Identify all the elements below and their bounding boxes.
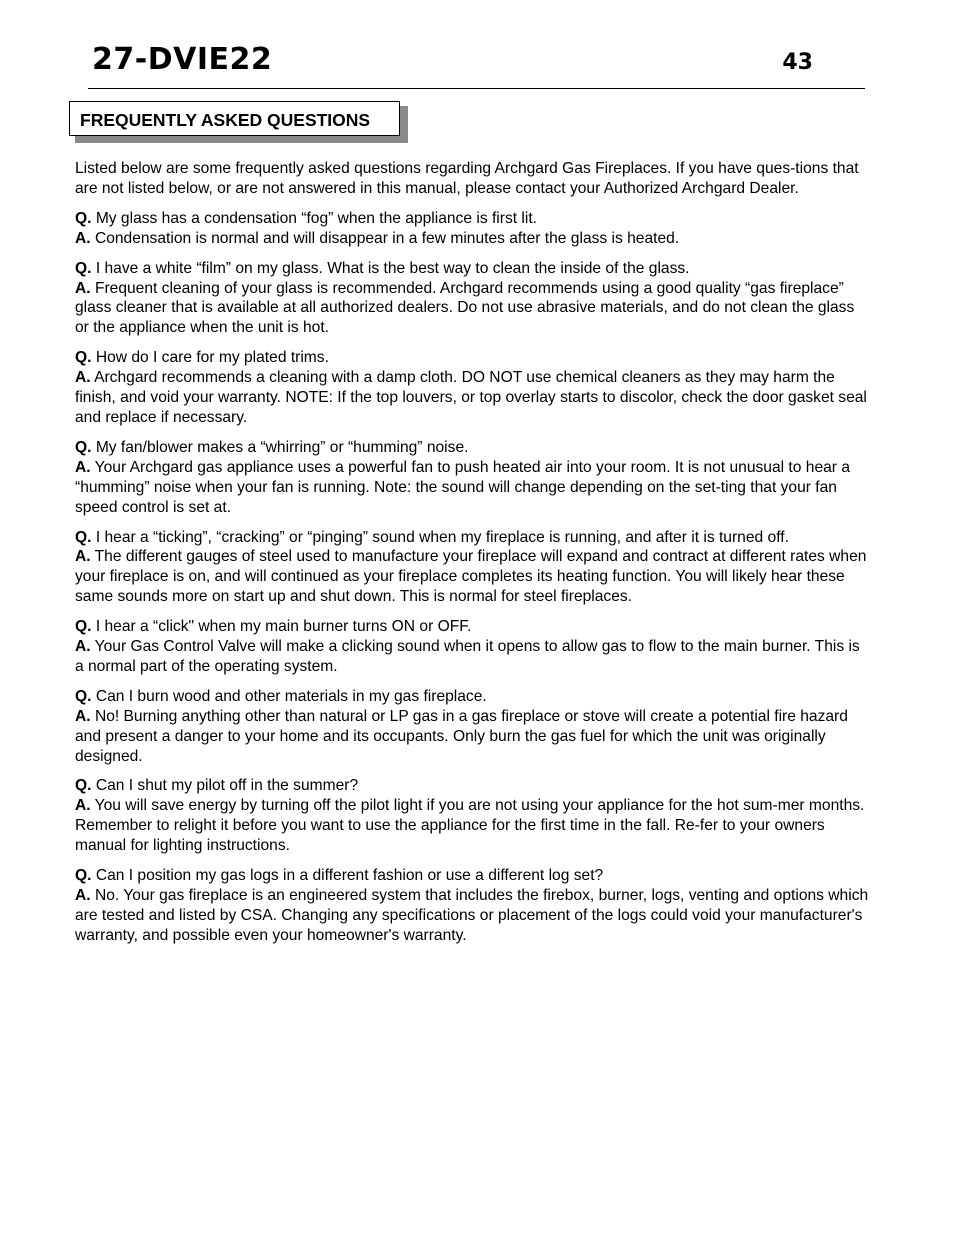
faq-item bbox=[75, 209, 871, 249]
faq-item bbox=[75, 438, 871, 518]
answer bbox=[75, 458, 871, 518]
question-label: Q. bbox=[75, 867, 92, 885]
question-text: My fan/blower makes a “whirring” or “humming” noise. bbox=[95, 438, 469, 456]
question bbox=[75, 348, 871, 368]
faq-item bbox=[75, 776, 871, 856]
answer bbox=[75, 886, 871, 946]
question-label: Q. bbox=[75, 259, 92, 277]
faq-item bbox=[75, 617, 871, 677]
question-label: Q. bbox=[75, 528, 92, 546]
question-label: Q. bbox=[75, 618, 92, 636]
section-heading-frame bbox=[69, 101, 400, 136]
faq-content bbox=[75, 159, 871, 956]
answer-text: Your Archgard gas appliance uses a powerful fan to push heated air into your room. It is not unusual to hear a “humming” noise when your fan is running. Note: the sound will change depending on the set-ting that your fan speed control is set at. bbox=[75, 458, 850, 516]
question bbox=[75, 528, 871, 548]
question bbox=[75, 209, 871, 229]
answer bbox=[75, 547, 871, 607]
answer-text: Your Gas Control Valve will make a clicking sound when it opens to allow gas to flow to the main burner. This is a normal part of the operating system. bbox=[75, 638, 860, 675]
answer bbox=[75, 368, 871, 428]
question-text: My glass has a condensation “fog” when the appliance is first lit. bbox=[95, 209, 537, 227]
faq-item bbox=[75, 866, 871, 946]
page-header bbox=[88, 40, 865, 89]
answer-label: A. bbox=[75, 707, 91, 725]
answer bbox=[75, 707, 871, 767]
answer bbox=[75, 279, 871, 339]
answer-text: Condensation is normal and will disappear in a few minutes after the glass is heated. bbox=[94, 229, 680, 247]
question-label: Q. bbox=[75, 349, 92, 367]
question-text: Can I shut my pilot off in the summer? bbox=[95, 777, 359, 795]
answer-label: A. bbox=[75, 229, 91, 247]
question-text: Can I burn wood and other materials in my gas fireplace. bbox=[95, 687, 487, 705]
faq-item bbox=[75, 528, 871, 608]
section-title: FREQUENTLY ASKED QUESTIONS bbox=[80, 110, 371, 130]
question-text: I hear a “ticking”, “cracking” or “pinging” sound when my fireplace is running, and after it is turned off. bbox=[95, 528, 789, 546]
question bbox=[75, 438, 871, 458]
faq-item bbox=[75, 259, 871, 339]
answer-label: A. bbox=[75, 797, 91, 815]
intro-paragraph: Listed below are some frequently asked questions regarding Archgard Gas Fireplaces. If you have ques-tions that are not listed below, or are not answered in this manual, please contact your Authorized Archgard Dealer. bbox=[75, 160, 859, 197]
question-text: I hear a “click" when my main burner turns ON or OFF. bbox=[95, 618, 472, 636]
question-label: Q. bbox=[75, 438, 92, 456]
question-text: I have a white “film” on my glass. What is the best way to clean the inside of the glass. bbox=[95, 259, 690, 277]
question-label: Q. bbox=[75, 777, 92, 795]
answer bbox=[75, 796, 871, 856]
question-label: Q. bbox=[75, 687, 92, 705]
answer-text: No. Your gas fireplace is an engineered system that includes the firebox, burner, logs, venting and options which are tested and listed by CSA. Changing any specifications or placement of the logs could void your manufacturer's warranty, and possible even your homeowner's warranty. bbox=[75, 887, 869, 944]
answer-label: A. bbox=[75, 887, 91, 904]
answer-label: A. bbox=[75, 548, 91, 566]
answer-text: You will save energy by turning off the pilot light if you are not using your appliance for the hot sum-mer months. Remember to relight it before you want to use the appliance for the first time in the fall. Re-fer to your owners manual for lighting instructions. bbox=[75, 797, 865, 855]
page-number: 43 bbox=[782, 50, 813, 75]
answer bbox=[75, 229, 871, 249]
answer bbox=[75, 637, 871, 677]
question-text: How do I care for my plated trims. bbox=[95, 349, 329, 367]
question bbox=[75, 687, 871, 707]
model-title: 27-DVIE22 bbox=[92, 42, 273, 77]
answer-text: The different gauges of steel used to manufacture your fireplace will expand and contract at different rates when your fireplace is on, and will continued as your fireplace completes its heating function. You will likely hear these same sounds more on start up and shut down. This is normal for steel fireplaces. bbox=[75, 548, 867, 606]
question bbox=[75, 776, 871, 796]
answer-text: Archgard recommends a cleaning with a damp cloth. DO NOT use chemical cleaners as they may harm the finish, and void your warranty. NOTE: If the top louvers, or top overlay starts to discolor, check the door gasket seal and replace if necessary. bbox=[75, 369, 867, 426]
question bbox=[75, 259, 871, 279]
faq-item bbox=[75, 687, 871, 767]
faq-item bbox=[75, 348, 871, 428]
question bbox=[75, 866, 871, 886]
answer-label: A. bbox=[75, 369, 91, 387]
section-heading-box bbox=[69, 101, 409, 145]
answer-text: Frequent cleaning of your glass is recommended. Archgard recommends using a good quality “gas fireplace” glass cleaner that is available at all authorized dealers. Do not use abrasive materials, and do not clean the glass or the appliance when the unit is hot. bbox=[75, 279, 855, 337]
question-text: Can I position my gas logs in a different fashion or use a different log set? bbox=[95, 867, 604, 885]
answer-label: A. bbox=[75, 458, 91, 476]
answer-label: A. bbox=[75, 638, 91, 656]
question bbox=[75, 617, 871, 637]
answer-label: A. bbox=[75, 279, 91, 297]
question-label: Q. bbox=[75, 209, 92, 227]
answer-text: No! Burning anything other than natural or LP gas in a gas fireplace or stove will create a potential fire hazard and present a danger to your home and its occupants. Only burn the gas fuel for which the unit was originally designed. bbox=[75, 707, 848, 765]
